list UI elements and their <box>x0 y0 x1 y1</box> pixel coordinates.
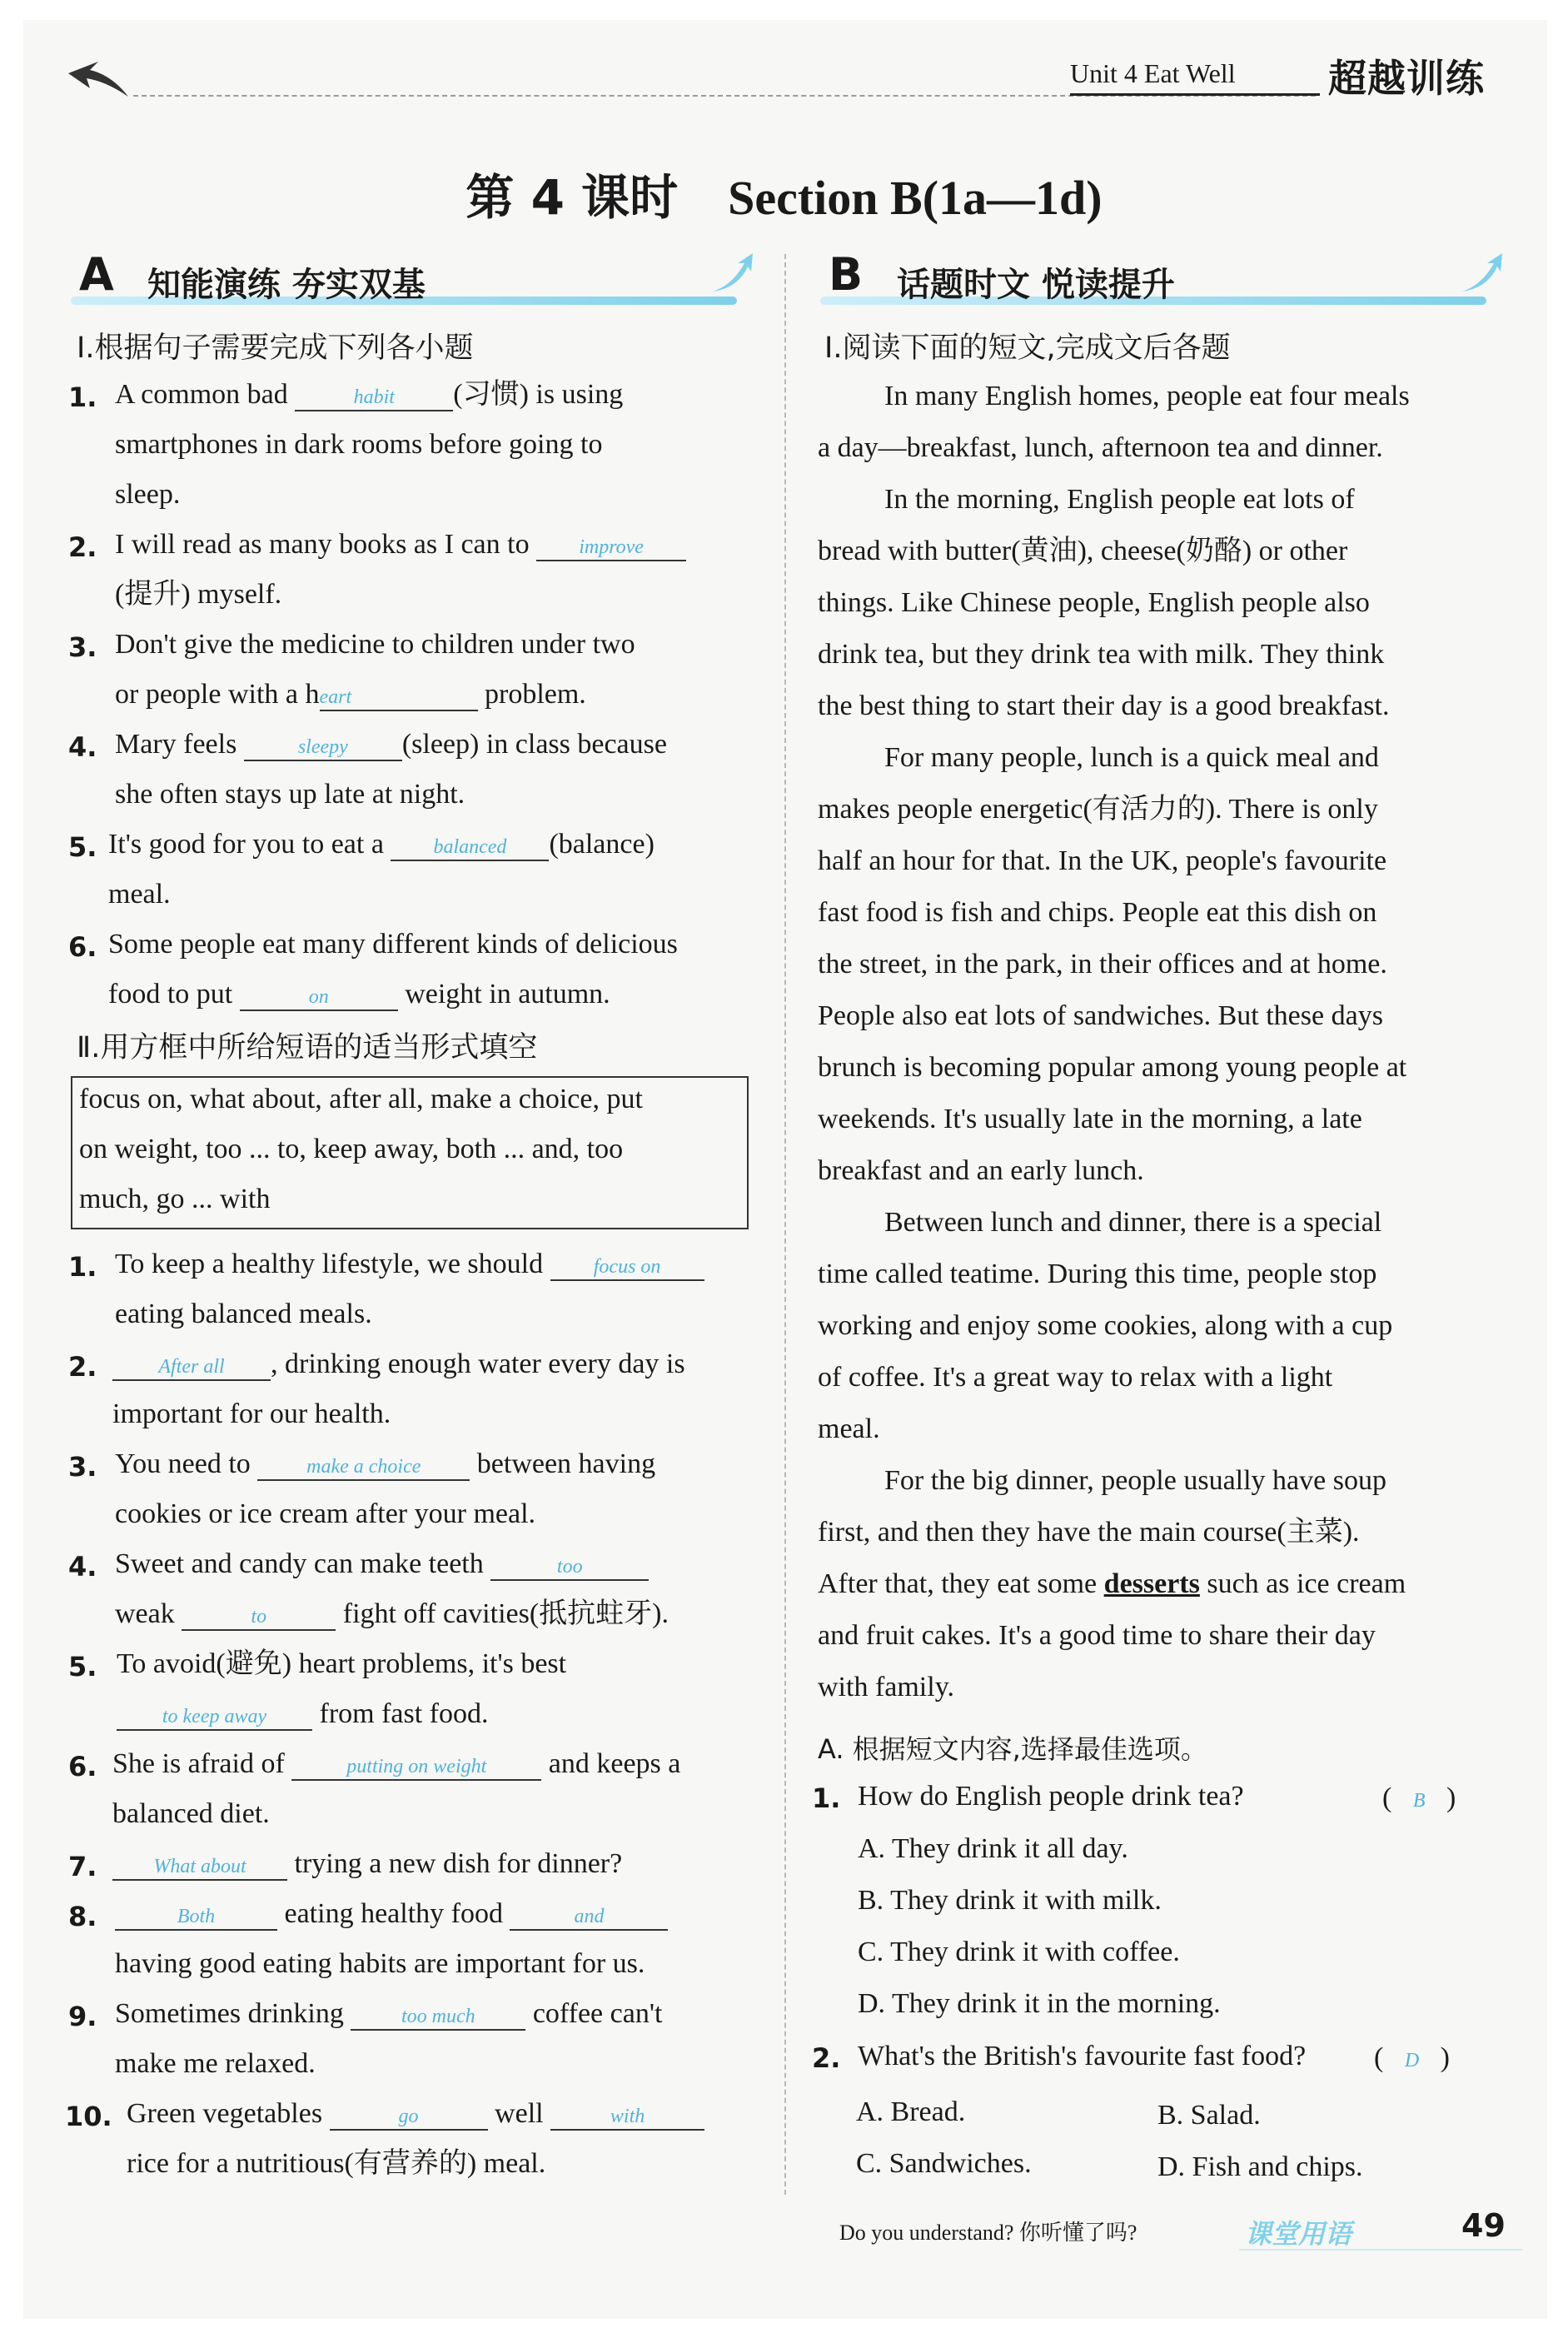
phrase-box-line: much, go ... with <box>79 1184 271 1214</box>
passage-line: of coffee. It's a great way to relax with a light <box>818 1362 1333 1393</box>
passage-line: drink tea, but they drink tea with milk. They think <box>818 639 1385 670</box>
exercise-line: food to put on weight in autumn. <box>108 979 610 1009</box>
part-a-heading: A. 根据短文内容,选择最佳选项。 <box>818 1733 1207 1765</box>
swoosh-arrow-icon <box>1457 248 1507 298</box>
question-number: 2. <box>812 2042 841 2074</box>
passage-line: breakfast and an early lunch. <box>818 1155 1144 1186</box>
answer-blank: putting on weight <box>291 1752 541 1781</box>
header-unit: Unit 4 Eat Well <box>1070 58 1236 88</box>
answer-blank: too <box>490 1552 649 1581</box>
footer-brand: 课堂用语 <box>1245 2218 1352 2250</box>
answer-blank: to keep away <box>117 1702 312 1731</box>
passage-line: For the big dinner, people usually have soup <box>884 1465 1386 1496</box>
item-number: 2. <box>68 1351 97 1383</box>
option: C. Sandwiches. <box>856 2148 1032 2179</box>
reading-heading: Ⅰ.阅读下面的短文,完成文后各题 <box>824 332 1231 365</box>
item-number: 6. <box>68 1751 97 1782</box>
lesson-title-en: Section B(1a—1d) <box>728 171 1103 225</box>
back-arrow-icon <box>65 58 132 100</box>
section-a-header <box>71 248 745 315</box>
exercise-line: To avoid(避免) heart problems, it's best <box>117 1648 567 1679</box>
lesson-title <box>0 158 1568 228</box>
answer-blank: eart <box>320 682 478 711</box>
answer-blank: with <box>550 2101 704 2131</box>
exercise-line: Don't give the medicine to children under two <box>115 629 635 660</box>
answer-blank: improve <box>536 532 686 561</box>
exercise-line: weak to fight off cavities(抵抗蛀牙). <box>115 1598 669 1629</box>
passage-line: makes people energetic(有活力的). There is only <box>818 794 1378 825</box>
answer-blank: and <box>510 1902 668 1931</box>
option: D. They drink it in the morning. <box>858 1988 1221 2019</box>
exercise-line: She is afraid of putting on weight and keeps a <box>112 1748 681 1779</box>
answer-blank: on <box>240 982 398 1011</box>
passage-line: first, and then they have the main course(主菜). <box>818 1517 1360 1548</box>
column-divider <box>784 254 786 2195</box>
exercise-line: eating balanced meals. <box>115 1299 372 1329</box>
header-brand: 超越训练 <box>1328 56 1485 101</box>
exercise-line: smartphones in dark rooms before going to <box>115 429 603 460</box>
bold-keyword: desserts <box>1103 1568 1200 1599</box>
exercise-line: Some people eat many different kinds of delicious <box>108 929 678 960</box>
exercise-line: (提升) myself. <box>115 579 282 610</box>
exercise-line: Sometimes drinking too much coffee can't <box>115 1998 663 2029</box>
exercise-line: or people with a heart problem. <box>115 679 586 710</box>
answer-blank: balanced <box>391 832 549 861</box>
answer-bracket: ( D ) <box>1374 2042 1450 2073</box>
exercise-line: It's good for you to eat a balanced (balance) <box>108 829 655 860</box>
option: A. They drink it all day. <box>858 1833 1128 1864</box>
section-b-letter: B <box>829 248 864 301</box>
option: B. They drink it with milk. <box>858 1885 1162 1916</box>
answer-blank: to <box>182 1602 336 1631</box>
exercise-line: rice for a nutritious(有营养的) meal. <box>127 2148 546 2179</box>
passage-line: After that, they eat some desserts such as ice cream <box>818 1568 1406 1599</box>
footer-rule <box>1239 2249 1522 2251</box>
exercise-line: meal. <box>108 879 171 910</box>
answer-blank: go <box>330 2101 488 2131</box>
option: A. Bread. <box>856 2096 966 2127</box>
exercise-line: to keep away from fast food. <box>117 1689 489 1739</box>
exercise-line: Mary feels sleepy (sleep) in class because <box>115 729 667 760</box>
passage-line: a day—breakfast, lunch, afternoon tea and dinner. <box>818 432 1383 463</box>
section-b-header <box>820 248 1495 315</box>
header-unit-underline <box>1070 93 1320 96</box>
exercise-line: balanced diet. <box>112 1798 270 1829</box>
exercise-line: Green vegetables go well with <box>127 2089 704 2139</box>
passage-line: meal. <box>818 1413 880 1444</box>
swoosh-arrow-icon <box>708 248 758 298</box>
passage-line: things. Like Chinese people, English people also <box>818 587 1370 618</box>
exercise-line: Both eating healthy food and <box>115 1889 668 1939</box>
passage-line: In many English homes, people eat four meals <box>884 381 1410 411</box>
passage-line: For many people, lunch is a quick meal and <box>884 742 1379 773</box>
passage-line: People also eat lots of sandwiches. But these days <box>818 1000 1383 1031</box>
passage-line: half an hour for that. In the UK, people's favourite <box>818 845 1387 876</box>
exercise-line: You need to make a choice between having <box>115 1448 656 1479</box>
exercise-line: make me relaxed. <box>115 2048 316 2079</box>
answer-blank: sleepy <box>244 732 402 761</box>
exercise-line: A common bad habit (习惯) is using <box>115 379 624 410</box>
answer-blank: make a choice <box>257 1452 470 1481</box>
part2-heading: Ⅱ.用方框中所给短语的适当形式填空 <box>77 1031 538 1064</box>
item-number: 9. <box>68 2001 97 2032</box>
passage-line: Between lunch and dinner, there is a special <box>884 1207 1382 1238</box>
item-number: 4. <box>68 731 97 763</box>
section-b-heading: 话题时文 悦读提升 <box>897 266 1175 304</box>
section-a-letter: A <box>79 248 114 301</box>
item-number: 1. <box>68 1251 97 1283</box>
passage-line: the best thing to start their day is a good breakfast. <box>818 690 1390 721</box>
item-number: 5. <box>68 1651 97 1682</box>
question-stem: What's the British's favourite fast food? <box>858 2041 1307 2071</box>
passage-line: fast food is fish and chips. People eat this dish on <box>818 897 1377 928</box>
passage-line: weekends. It's usually late in the morning, a late <box>818 1104 1362 1134</box>
answer-blank: What about <box>112 1852 287 1881</box>
item-number: 3. <box>68 631 97 663</box>
answer-blank: focus on <box>550 1252 704 1281</box>
exercise-line: Sweet and candy can make teeth too <box>115 1539 649 1589</box>
option: D. Fish and chips. <box>1157 2151 1363 2182</box>
footer-phrase: Do you understand? 你听懂了吗? <box>839 2221 1137 2245</box>
item-number: 1. <box>68 381 97 413</box>
part1-heading: Ⅰ.根据句子需要完成下列各小题 <box>77 332 474 365</box>
exercise-line: After all , drinking enough water every day is <box>112 1339 685 1389</box>
passage-line: time called teatime. During this time, people stop <box>818 1259 1377 1289</box>
exercise-line: I will read as many books as I can to improve <box>115 520 686 570</box>
exercise-line: What about trying a new dish for dinner? <box>112 1839 622 1889</box>
page-number: 49 <box>1461 2207 1506 2244</box>
passage-line: working and enjoy some cookies, along with a cup <box>818 1310 1393 1341</box>
lesson-title-cn: 第 4 课时 <box>465 169 679 226</box>
passage-line: In the morning, English people eat lots of <box>884 484 1355 515</box>
phrase-box-line: on weight, too ... to, keep away, both ... and, too <box>79 1134 624 1164</box>
answer-blank: After all <box>112 1352 271 1381</box>
item-number: 3. <box>68 1451 97 1483</box>
item-number: 6. <box>68 931 97 963</box>
passage-line: the street, in the park, in their offices and at home. <box>818 949 1387 980</box>
exercise-line: having good eating habits are important for us. <box>115 1948 645 1979</box>
section-a-heading: 知能演练 夯实双基 <box>147 266 426 304</box>
answer-bracket: ( B ) <box>1382 1782 1456 1813</box>
item-number: 5. <box>68 831 97 863</box>
option: B. Salad. <box>1157 2100 1261 2131</box>
passage-line: with family. <box>818 1672 954 1702</box>
question-number: 1. <box>812 1782 841 1814</box>
passage-line: and fruit cakes. It's a good time to share their day <box>818 1620 1376 1651</box>
item-number: 8. <box>68 1901 97 1932</box>
passage-line: brunch is becoming popular among young people at <box>818 1052 1407 1083</box>
item-number: 7. <box>68 1851 97 1882</box>
exercise-line: cookies or ice cream after your meal. <box>115 1498 536 1529</box>
answer-blank: too much <box>351 2002 525 2031</box>
exercise-line: important for our health. <box>112 1398 391 1429</box>
option: C. They drink it with coffee. <box>858 1937 1180 1967</box>
question-stem: How do English people drink tea? <box>858 1781 1244 1812</box>
exercise-line: she often stays up late at night. <box>115 779 465 810</box>
passage-line: bread with butter(黄油), cheese(奶酪) or other <box>818 536 1348 566</box>
item-number: 2. <box>68 531 97 563</box>
item-number: 4. <box>68 1551 97 1583</box>
item-number: 10. <box>65 2101 112 2132</box>
exercise-line: sleep. <box>115 479 181 510</box>
answer-blank: Both <box>115 1902 277 1931</box>
exercise-line: To keep a healthy lifestyle, we should focus on <box>115 1239 704 1289</box>
answer-blank: habit <box>295 382 453 411</box>
phrase-box-line: focus on, what about, after all, make a choice, put <box>79 1084 643 1114</box>
